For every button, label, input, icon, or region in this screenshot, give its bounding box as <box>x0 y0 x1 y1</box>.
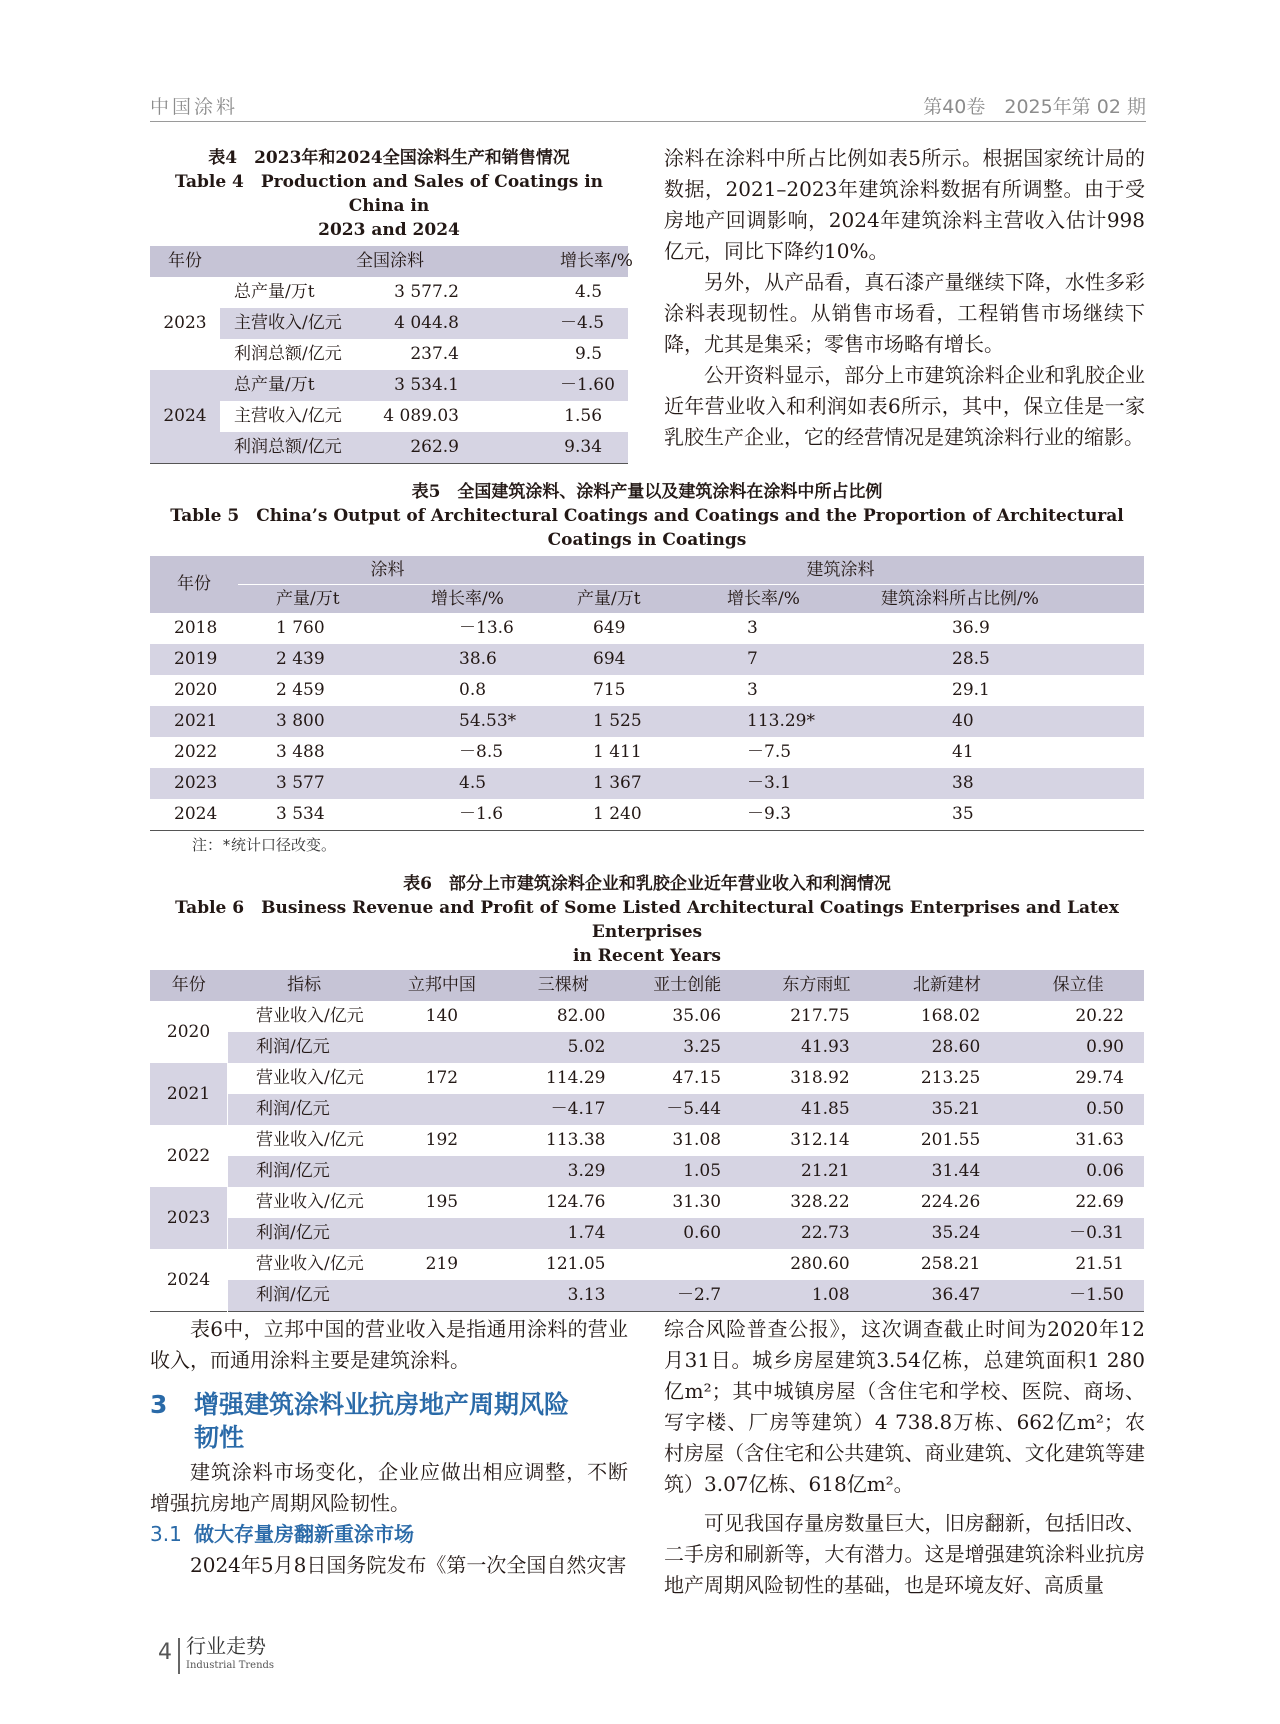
table-cell: 3 <box>747 680 758 700</box>
subheader-cell: 产量/万t <box>238 585 375 614</box>
section-3-1-heading <box>150 1519 628 1550</box>
table4 <box>150 246 633 464</box>
table-row <box>150 1156 1144 1187</box>
label-cell: 利润总额/亿元 <box>234 344 342 364</box>
table-cell: 利润/亿元 <box>228 1094 381 1125</box>
table-cell: 4.5 <box>375 768 537 799</box>
header-cell: 北新建材 <box>882 970 1013 1001</box>
value-cell: －1.60 <box>560 370 628 401</box>
right-paragraph-2: 另外，从产品看，真石漆产量继续下降，水性多彩涂料表现韧性。从销售市场看，工程销售市场继续下降，尤其是集采；零售市场略有增长。 <box>664 270 1145 356</box>
table-cell: 2022 <box>174 742 218 762</box>
table-cell: 35.21 <box>882 1094 1013 1125</box>
section-title-line-2: 韧性 <box>194 1423 245 1452</box>
table-cell: 21.21 <box>751 1156 882 1187</box>
table-row <box>150 1063 1144 1094</box>
journal-name: 中国涂料 <box>150 96 239 118</box>
table-cell: 715 <box>593 680 626 700</box>
table-cell: 营业收入/亿元 <box>256 1254 364 1274</box>
table5-note: 注：*统计口径改变。 <box>192 836 337 854</box>
table-row <box>150 1001 1144 1032</box>
section-3-heading <box>150 1388 628 1454</box>
spacer-cell <box>465 370 560 401</box>
table-cell: 利润/亿元 <box>228 1032 381 1063</box>
table5-title-en: Table 5 China’s Output of Architectural Coatings and Coatings and the Proportion of Architectural Coatings in Coatings <box>170 506 1124 550</box>
year-cell: 2024 <box>150 370 220 464</box>
table-cell: 31.30 <box>672 1192 722 1212</box>
table-cell: －0.31 <box>1012 1218 1144 1249</box>
table-cell: 21.51 <box>1075 1254 1124 1274</box>
table-cell: 2023 <box>150 768 238 799</box>
table-cell: 3 577 <box>238 768 375 799</box>
label-cell: 主营收入/亿元 <box>220 308 365 339</box>
value-cell: 262.9 <box>365 432 465 464</box>
value-cell: －4.5 <box>560 308 628 339</box>
table5 <box>150 556 1144 831</box>
table-cell: 3 534 <box>276 804 325 824</box>
header-cell: 全国涂料 <box>220 246 560 277</box>
subheader-cell: 产量/万t <box>537 585 687 614</box>
section-title <box>194 1388 569 1454</box>
table-cell: 3 800 <box>238 706 375 737</box>
table6-title-cn: 表6 部分上市建筑涂料企业和乳胶企业近年营业收入和利润情况 <box>403 874 891 894</box>
left-paragraph-1: 表6中，立邦中国的营业收入是指通用涂料的营业收入，而通用涂料主要是建筑涂料。 <box>150 1317 628 1372</box>
table-cell: 124.76 <box>546 1192 606 1212</box>
right-paragraph-3: 公开资料显示，部分上市建筑涂料企业和乳胶企业近年营业收入和利润如表6所示，其中，保立佳是一家乳胶生产企业，它的经营情况是建筑涂料行业的缩影。 <box>664 363 1145 449</box>
table4-title-en: Table 4 Production and Sales of Coatings in China in <box>174 172 604 216</box>
table-cell: 29.1 <box>952 680 990 700</box>
footer-section-en: Industrial Trends <box>186 1660 275 1671</box>
table6-block <box>150 872 1144 1312</box>
header-cell: 三棵树 <box>503 970 623 1001</box>
table-cell: 3.29 <box>503 1156 623 1187</box>
table-cell <box>381 1280 503 1312</box>
spacer-cell <box>465 401 560 432</box>
table-cell: 201.55 <box>920 1130 981 1150</box>
table-cell: 47.15 <box>672 1068 722 1088</box>
header-cell: 东方雨虹 <box>751 970 882 1001</box>
issue-info: 第40卷 2025年第 02 期 <box>923 96 1146 118</box>
table-cell: －8.5 <box>459 742 504 762</box>
value-cell: 4 089.03 <box>383 406 459 426</box>
table-cell: －13.6 <box>459 618 514 638</box>
value-cell: 4.5 <box>574 282 603 302</box>
table-cell: －7.5 <box>747 742 792 762</box>
table-cell: 328.22 <box>790 1192 850 1212</box>
table-cell: 41.85 <box>751 1094 882 1125</box>
table-cell: 113.29* <box>687 706 837 737</box>
header-cell: 建筑涂料 <box>537 556 1144 585</box>
table-row <box>150 1187 1144 1218</box>
table-cell: 营业收入/亿元 <box>256 1006 364 1026</box>
table-cell: 营业收入/亿元 <box>256 1068 364 1088</box>
table-row <box>150 768 1144 799</box>
table-cell: 22.69 <box>1075 1192 1124 1212</box>
subsection-title: 做大存量房翻新重涂市场 <box>194 1522 414 1546</box>
table-cell: 114.29 <box>546 1068 606 1088</box>
label-cell: 总产量/万t <box>234 282 315 302</box>
table-cell <box>381 1094 503 1125</box>
table-row <box>150 370 628 401</box>
table6-title-en-2: in Recent Years <box>573 946 721 966</box>
table-cell: 2 459 <box>276 680 325 700</box>
table-cell: 营业收入/亿元 <box>256 1130 364 1150</box>
value-cell: 9.5 <box>574 344 603 364</box>
table-cell: 35 <box>952 804 974 824</box>
table-cell: 22.73 <box>751 1218 882 1249</box>
header-cell: 立邦中国 <box>381 970 503 1001</box>
subheader-cell: 建筑涂料所占比例/% <box>837 585 1144 614</box>
page-number: 4 <box>158 1640 172 1665</box>
table-cell: 219 <box>425 1254 459 1274</box>
year-cell: 2021 <box>150 1063 228 1125</box>
table-cell: 0.50 <box>1012 1094 1144 1125</box>
table-cell: 0.60 <box>624 1218 752 1249</box>
bottom-right-text <box>664 1314 1145 1601</box>
table-row <box>150 675 1144 706</box>
table-cell: －3.1 <box>687 768 837 799</box>
table-cell: 31.08 <box>672 1130 722 1150</box>
table-cell: 224.26 <box>920 1192 981 1212</box>
table-cell: 258.21 <box>920 1254 981 1274</box>
table-cell: 192 <box>425 1130 459 1150</box>
table-cell: 113.38 <box>546 1130 606 1150</box>
table-subheader-row <box>150 585 1144 614</box>
table-cell: 1 411 <box>593 742 642 762</box>
year-cell: 2024 <box>150 1249 228 1312</box>
table-cell: 3.25 <box>624 1032 752 1063</box>
table-row <box>150 401 628 432</box>
table-cell: 5.02 <box>503 1032 623 1063</box>
value-cell: 3 534.1 <box>365 370 465 401</box>
table-row <box>150 1094 1144 1125</box>
right-text <box>664 143 1145 453</box>
table-cell: －5.44 <box>624 1094 752 1125</box>
table4-block <box>150 146 633 464</box>
header-cell: 增长率/% <box>560 246 628 277</box>
footer-divider <box>178 1638 180 1674</box>
spacer-cell <box>465 277 560 308</box>
section-number: 3 <box>150 1390 168 1419</box>
table-cell: 1 367 <box>537 768 687 799</box>
table5-title-cn: 表5 全国建筑涂料、涂料产量以及建筑涂料在涂料中所占比例 <box>411 482 883 502</box>
table4-title-cn: 表4 2023年和2024全国涂料生产和销售情况 <box>208 148 570 168</box>
table-cell: 利润/亿元 <box>228 1280 381 1312</box>
table-cell: 41.93 <box>751 1032 882 1063</box>
table-cell: 35.06 <box>672 1006 722 1026</box>
table-cell: －9.3 <box>747 804 792 824</box>
table-row <box>150 737 1144 768</box>
header-cell: 年份 <box>150 246 220 277</box>
table-cell: 营业收入/亿元 <box>256 1192 364 1212</box>
table-row <box>150 432 628 464</box>
table-row <box>150 1218 1144 1249</box>
table-cell: 28.5 <box>837 644 1144 675</box>
table-cell: 利润/亿元 <box>228 1218 381 1249</box>
table-cell: 2 439 <box>238 644 375 675</box>
table-cell: 28.60 <box>882 1032 1013 1063</box>
table-header-row <box>150 246 628 277</box>
header-cell: 涂料 <box>238 556 537 585</box>
left-paragraph-3: 2024年5月8日国务院发布《第一次全国自然灾害 <box>190 1553 627 1577</box>
subheader-cell: 增长率/% <box>687 585 837 614</box>
table-cell: 213.25 <box>920 1068 981 1088</box>
table-row <box>150 1280 1144 1312</box>
table-cell: 2024 <box>174 804 218 824</box>
spacer-cell <box>465 339 560 370</box>
table-row <box>150 1032 1144 1063</box>
table-cell <box>624 1249 752 1280</box>
table-cell: 172 <box>425 1068 459 1088</box>
table-row <box>150 613 1144 644</box>
table-cell: 38 <box>837 768 1144 799</box>
table5-block <box>150 480 1144 855</box>
year-cell: 2020 <box>150 1001 228 1063</box>
table-cell: 36.47 <box>882 1280 1013 1312</box>
table-cell: 649 <box>593 618 626 638</box>
table-cell: 318.92 <box>790 1068 850 1088</box>
table-cell: 2020 <box>174 680 218 700</box>
table-header-row <box>150 556 1144 585</box>
table-cell: 140 <box>425 1006 459 1026</box>
table-cell: 195 <box>425 1192 459 1212</box>
table-row <box>150 1125 1144 1156</box>
table-cell: 1.74 <box>503 1218 623 1249</box>
table-cell: 29.74 <box>1075 1068 1124 1088</box>
right-bottom-paragraph-2: 可见我国存量房数量巨大，旧房翻新，包括旧改、二手房和刷新等，大有潜力。这是增强建筑涂料业抗房地产周期风险韧性的基础，也是环境友好、高质量 <box>664 1511 1145 1597</box>
table-cell: 40 <box>837 706 1144 737</box>
table-cell: 54.53* <box>375 706 537 737</box>
table-row <box>150 339 628 370</box>
table-cell: 1.05 <box>624 1156 752 1187</box>
year-cell: 2023 <box>163 313 207 333</box>
table-cell: 35.24 <box>882 1218 1013 1249</box>
table-cell: 694 <box>537 644 687 675</box>
table-cell: －4.17 <box>503 1094 623 1125</box>
year-cell: 2023 <box>150 1187 228 1249</box>
subsection-number: 3.1 <box>150 1522 182 1546</box>
table-cell: 36.9 <box>952 618 990 638</box>
table-cell: 20.22 <box>1075 1006 1124 1026</box>
table-row <box>150 799 1144 831</box>
table4-title-en-2: 2023 and 2024 <box>318 220 460 240</box>
table-row <box>150 1249 1144 1280</box>
table6-title-en: Table 6 Business Revenue and Profit of Some Listed Architectural Coatings Enterprises and Latex Enterprises <box>175 898 1119 942</box>
spacer-cell <box>465 432 560 464</box>
table-cell: 217.75 <box>790 1006 850 1026</box>
table-cell: 82.00 <box>556 1006 606 1026</box>
table-cell: 3.13 <box>503 1280 623 1312</box>
value-cell: 9.34 <box>560 432 628 464</box>
header-cell: 亚士创能 <box>624 970 752 1001</box>
value-cell: 3 577.2 <box>394 282 459 302</box>
table-cell: 利润/亿元 <box>228 1156 381 1187</box>
table-cell: 1.08 <box>751 1280 882 1312</box>
table-cell: 312.14 <box>790 1130 850 1150</box>
table-row <box>150 706 1144 737</box>
table-header-row <box>150 970 1144 1001</box>
table-cell: 31.44 <box>882 1156 1013 1187</box>
bottom-left-text <box>150 1314 628 1581</box>
table-cell: －1.6 <box>459 804 504 824</box>
header-cell: 年份 <box>150 556 238 613</box>
spacer-cell <box>465 308 560 339</box>
subheader-cell: 增长率/% <box>375 585 537 614</box>
table-cell: 41 <box>952 742 974 762</box>
table-cell: 0.90 <box>1012 1032 1144 1063</box>
table-row <box>150 644 1144 675</box>
footer-section-cn: 行业走势 <box>186 1634 266 1658</box>
header-rule <box>150 121 1146 122</box>
table-cell: 168.02 <box>920 1006 981 1026</box>
table-cell: 0.06 <box>1012 1156 1144 1187</box>
table-cell: 2021 <box>150 706 238 737</box>
year-cell: 2022 <box>150 1125 228 1187</box>
table-cell: 1 760 <box>276 618 325 638</box>
table-row <box>150 277 628 308</box>
label-cell: 利润总额/亿元 <box>220 432 365 464</box>
table-cell <box>381 1032 503 1063</box>
header-cell: 保立佳 <box>1012 970 1144 1001</box>
table-cell: 121.05 <box>546 1254 606 1274</box>
table-cell <box>381 1156 503 1187</box>
table-row <box>150 308 628 339</box>
header-cell: 指标 <box>228 970 381 1001</box>
table-cell: 2018 <box>174 618 218 638</box>
label-cell: 主营收入/亿元 <box>234 406 342 426</box>
table-cell: 0.8 <box>459 680 487 700</box>
table-cell: 7 <box>687 644 837 675</box>
label-cell: 总产量/万t <box>220 370 365 401</box>
table-cell: 38.6 <box>375 644 537 675</box>
value-cell: 4 044.8 <box>365 308 465 339</box>
table-cell: 3 <box>747 618 758 638</box>
table-cell: 1 240 <box>593 804 642 824</box>
left-paragraph-2: 建筑涂料市场变化，企业应做出相应调整，不断增强抗房地产周期风险韧性。 <box>150 1460 628 1515</box>
table-cell: 280.60 <box>790 1254 850 1274</box>
table-cell: 31.63 <box>1075 1130 1124 1150</box>
table-cell: 3 488 <box>276 742 325 762</box>
table6 <box>150 970 1144 1312</box>
value-cell: 237.4 <box>410 344 459 364</box>
table-cell: －1.50 <box>1012 1280 1144 1312</box>
right-paragraph-1: 涂料在涂料中所占比例如表5所示。根据国家统计局的数据，2021–2023年建筑涂料数据有所调整。由于受房地产回调影响，2024年建筑涂料主营收入估计998亿元，同比下降约10%。 <box>664 146 1145 263</box>
value-cell: 1.56 <box>564 406 603 426</box>
table-cell <box>381 1218 503 1249</box>
table-cell: －2.7 <box>624 1280 752 1312</box>
right-bottom-paragraph-1: 综合风险普查公报》，这次调查截止时间为2020年12月31日。城乡房屋建筑3.54亿栋，总建筑面积1 280亿m²；其中城镇房屋（含住宅和学校、医院、商场、写字楼、厂房等建筑）4 738.8万栋、662亿m²；农村房屋（含住宅和公共建筑、商业建筑、文化建筑等建筑）3.07亿栋、618亿m²。 <box>664 1317 1145 1496</box>
table-cell: 2019 <box>150 644 238 675</box>
section-title-line-1: 增强建筑涂料业抗房地产周期风险 <box>194 1390 570 1419</box>
header-cell: 年份 <box>150 970 228 1001</box>
table-cell: 1 525 <box>537 706 687 737</box>
